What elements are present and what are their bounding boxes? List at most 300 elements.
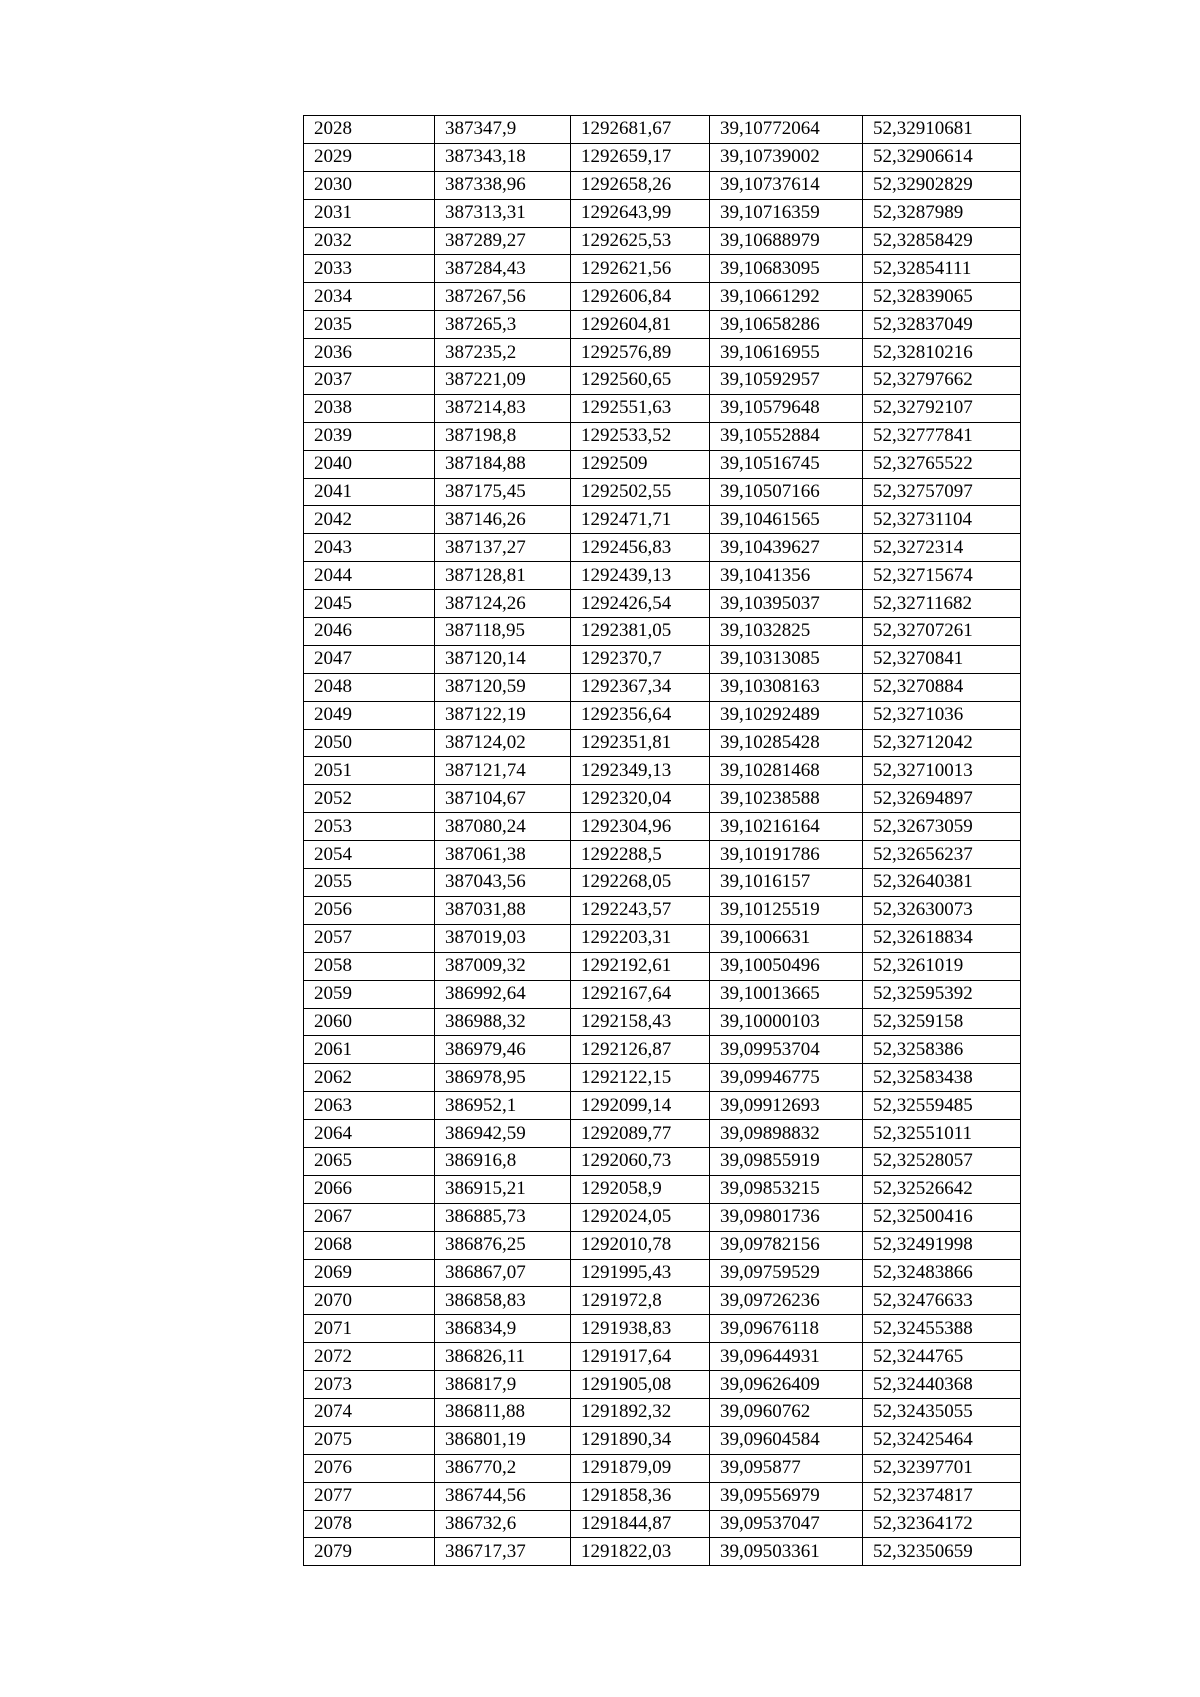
latitude-cell: 52,32858429 [863,227,1021,255]
longitude-cell: 39,10616955 [710,339,863,367]
longitude-cell: 39,1006631 [710,924,863,952]
x-coordinate-cell: 387122,19 [435,701,571,729]
point-number-cell: 2047 [304,645,435,673]
y-coordinate-cell: 1292471,71 [571,506,710,534]
x-coordinate-cell: 387343,18 [435,143,571,171]
point-number-cell: 2054 [304,841,435,869]
longitude-cell: 39,10191786 [710,841,863,869]
x-coordinate-cell: 386732,6 [435,1510,571,1538]
y-coordinate-cell: 1292621,56 [571,255,710,283]
y-coordinate-cell: 1291844,87 [571,1510,710,1538]
point-number-cell: 2061 [304,1036,435,1064]
x-coordinate-cell: 386885,73 [435,1203,571,1231]
point-number-cell: 2064 [304,1120,435,1148]
point-number-cell: 2049 [304,701,435,729]
x-coordinate-cell: 386826,11 [435,1343,571,1371]
point-number-cell: 2065 [304,1147,435,1175]
x-coordinate-cell: 386952,1 [435,1092,571,1120]
point-number-cell: 2038 [304,394,435,422]
latitude-cell: 52,3261019 [863,952,1021,980]
latitude-cell: 52,3270841 [863,645,1021,673]
x-coordinate-cell: 387265,3 [435,311,571,339]
x-coordinate-cell: 387120,59 [435,673,571,701]
longitude-cell: 39,10285428 [710,729,863,757]
latitude-cell: 52,32712042 [863,729,1021,757]
point-number-cell: 2067 [304,1203,435,1231]
y-coordinate-cell: 1291917,64 [571,1343,710,1371]
table-row [304,618,1021,646]
latitude-cell: 52,32757097 [863,478,1021,506]
y-coordinate-cell: 1292551,63 [571,394,710,422]
x-coordinate-cell: 386811,88 [435,1398,571,1426]
latitude-cell: 52,32500416 [863,1203,1021,1231]
x-coordinate-cell: 387289,27 [435,227,571,255]
y-coordinate-cell: 1292560,65 [571,367,710,395]
longitude-cell: 39,09626409 [710,1371,863,1399]
y-coordinate-cell: 1292320,04 [571,785,710,813]
longitude-cell: 39,09726236 [710,1287,863,1315]
x-coordinate-cell: 387080,24 [435,813,571,841]
longitude-cell: 39,10507166 [710,478,863,506]
table-row [304,1315,1021,1343]
longitude-cell: 39,09801736 [710,1203,863,1231]
y-coordinate-cell: 1292126,87 [571,1036,710,1064]
longitude-cell: 39,10661292 [710,283,863,311]
y-coordinate-cell: 1291972,8 [571,1287,710,1315]
latitude-cell: 52,32583438 [863,1064,1021,1092]
table-row [304,673,1021,701]
point-number-cell: 2078 [304,1510,435,1538]
point-number-cell: 2031 [304,199,435,227]
x-coordinate-cell: 387284,43 [435,255,571,283]
latitude-cell: 52,32630073 [863,896,1021,924]
point-number-cell: 2052 [304,785,435,813]
table-row [304,116,1021,144]
y-coordinate-cell: 1292533,52 [571,422,710,450]
table-row [304,1036,1021,1064]
point-number-cell: 2051 [304,757,435,785]
y-coordinate-cell: 1292349,13 [571,757,710,785]
table-row [304,1343,1021,1371]
latitude-cell: 52,32397701 [863,1454,1021,1482]
x-coordinate-cell: 387338,96 [435,171,571,199]
latitude-cell: 52,32839065 [863,283,1021,311]
table-row [304,1398,1021,1426]
latitude-cell: 52,32435055 [863,1398,1021,1426]
latitude-cell: 52,3271036 [863,701,1021,729]
latitude-cell: 52,32350659 [863,1538,1021,1566]
y-coordinate-cell: 1291858,36 [571,1482,710,1510]
y-coordinate-cell: 1292010,78 [571,1231,710,1259]
y-coordinate-cell: 1292367,34 [571,673,710,701]
table-row [304,227,1021,255]
latitude-cell: 52,32440368 [863,1371,1021,1399]
x-coordinate-cell: 386979,46 [435,1036,571,1064]
table-row [304,171,1021,199]
table-row [304,1064,1021,1092]
x-coordinate-cell: 386988,32 [435,1008,571,1036]
point-number-cell: 2069 [304,1259,435,1287]
y-coordinate-cell: 1292643,99 [571,199,710,227]
y-coordinate-cell: 1292058,9 [571,1175,710,1203]
point-number-cell: 2062 [304,1064,435,1092]
longitude-cell: 39,10395037 [710,590,863,618]
point-number-cell: 2056 [304,896,435,924]
longitude-cell: 39,10552884 [710,422,863,450]
table-row [304,952,1021,980]
y-coordinate-cell: 1292509 [571,450,710,478]
latitude-cell: 52,32425464 [863,1426,1021,1454]
y-coordinate-cell: 1292203,31 [571,924,710,952]
latitude-cell: 52,32854111 [863,255,1021,283]
table-row [304,1147,1021,1175]
x-coordinate-cell: 387137,27 [435,534,571,562]
point-number-cell: 2033 [304,255,435,283]
point-number-cell: 2032 [304,227,435,255]
longitude-cell: 39,09759529 [710,1259,863,1287]
x-coordinate-cell: 387313,31 [435,199,571,227]
point-number-cell: 2076 [304,1454,435,1482]
x-coordinate-cell: 386834,9 [435,1315,571,1343]
y-coordinate-cell: 1292456,83 [571,534,710,562]
y-coordinate-cell: 1292576,89 [571,339,710,367]
longitude-cell: 39,09946775 [710,1064,863,1092]
table-row [304,478,1021,506]
y-coordinate-cell: 1291890,34 [571,1426,710,1454]
longitude-cell: 39,10683095 [710,255,863,283]
longitude-cell: 39,10050496 [710,952,863,980]
table-row [304,980,1021,1008]
longitude-cell: 39,10281468 [710,757,863,785]
point-number-cell: 2048 [304,673,435,701]
y-coordinate-cell: 1292122,15 [571,1064,710,1092]
y-coordinate-cell: 1292681,67 [571,116,710,144]
y-coordinate-cell: 1292604,81 [571,311,710,339]
latitude-cell: 52,32707261 [863,618,1021,646]
longitude-cell: 39,10000103 [710,1008,863,1036]
point-number-cell: 2043 [304,534,435,562]
x-coordinate-cell: 386978,95 [435,1064,571,1092]
longitude-cell: 39,10737614 [710,171,863,199]
table-row [304,785,1021,813]
latitude-cell: 52,32364172 [863,1510,1021,1538]
y-coordinate-cell: 1292060,73 [571,1147,710,1175]
longitude-cell: 39,1041356 [710,562,863,590]
y-coordinate-cell: 1292370,7 [571,645,710,673]
latitude-cell: 52,3272314 [863,534,1021,562]
longitude-cell: 39,09855919 [710,1147,863,1175]
latitude-cell: 52,32837049 [863,311,1021,339]
x-coordinate-cell: 386770,2 [435,1454,571,1482]
y-coordinate-cell: 1292351,81 [571,729,710,757]
latitude-cell: 52,32491998 [863,1231,1021,1259]
x-coordinate-cell: 387104,67 [435,785,571,813]
y-coordinate-cell: 1292167,64 [571,980,710,1008]
longitude-cell: 39,10439627 [710,534,863,562]
x-coordinate-cell: 387347,9 [435,116,571,144]
latitude-cell: 52,32656237 [863,841,1021,869]
y-coordinate-cell: 1291879,09 [571,1454,710,1482]
y-coordinate-cell: 1291938,83 [571,1315,710,1343]
table-row [304,729,1021,757]
x-coordinate-cell: 386817,9 [435,1371,571,1399]
point-number-cell: 2063 [304,1092,435,1120]
x-coordinate-cell: 387118,95 [435,618,571,646]
y-coordinate-cell: 1291822,03 [571,1538,710,1566]
table-row [304,813,1021,841]
table-row [304,1259,1021,1287]
x-coordinate-cell: 387061,38 [435,841,571,869]
x-coordinate-cell: 387214,83 [435,394,571,422]
coordinates-table [303,115,1021,1566]
longitude-cell: 39,09503361 [710,1538,863,1566]
point-number-cell: 2079 [304,1538,435,1566]
x-coordinate-cell: 387146,26 [435,506,571,534]
table-row [304,1120,1021,1148]
point-number-cell: 2055 [304,869,435,897]
longitude-cell: 39,095877 [710,1454,863,1482]
table-row [304,896,1021,924]
table-row [304,1231,1021,1259]
point-number-cell: 2053 [304,813,435,841]
x-coordinate-cell: 386916,8 [435,1147,571,1175]
latitude-cell: 52,32673059 [863,813,1021,841]
table-row [304,701,1021,729]
longitude-cell: 39,10772064 [710,116,863,144]
x-coordinate-cell: 387120,14 [435,645,571,673]
table-row [304,924,1021,952]
longitude-cell: 39,09537047 [710,1510,863,1538]
point-number-cell: 2037 [304,367,435,395]
y-coordinate-cell: 1292502,55 [571,478,710,506]
longitude-cell: 39,09676118 [710,1315,863,1343]
x-coordinate-cell: 386992,64 [435,980,571,1008]
longitude-cell: 39,10716359 [710,199,863,227]
latitude-cell: 52,32476633 [863,1287,1021,1315]
longitude-cell: 39,10461565 [710,506,863,534]
latitude-cell: 52,32455388 [863,1315,1021,1343]
point-number-cell: 2034 [304,283,435,311]
latitude-cell: 52,32528057 [863,1147,1021,1175]
longitude-cell: 39,09644931 [710,1343,863,1371]
point-number-cell: 2074 [304,1398,435,1426]
x-coordinate-cell: 387198,8 [435,422,571,450]
latitude-cell: 52,3258386 [863,1036,1021,1064]
y-coordinate-cell: 1292192,61 [571,952,710,980]
y-coordinate-cell: 1292381,05 [571,618,710,646]
y-coordinate-cell: 1292243,57 [571,896,710,924]
table-row [304,506,1021,534]
longitude-cell: 39,1016157 [710,869,863,897]
x-coordinate-cell: 386876,25 [435,1231,571,1259]
point-number-cell: 2072 [304,1343,435,1371]
table-row [304,394,1021,422]
latitude-cell: 52,32551011 [863,1120,1021,1148]
point-number-cell: 2057 [304,924,435,952]
latitude-cell: 52,32792107 [863,394,1021,422]
point-number-cell: 2077 [304,1482,435,1510]
longitude-cell: 39,09782156 [710,1231,863,1259]
latitude-cell: 52,32902829 [863,171,1021,199]
latitude-cell: 52,32715674 [863,562,1021,590]
y-coordinate-cell: 1292099,14 [571,1092,710,1120]
point-number-cell: 2028 [304,116,435,144]
point-number-cell: 2066 [304,1175,435,1203]
y-coordinate-cell: 1292089,77 [571,1120,710,1148]
point-number-cell: 2036 [304,339,435,367]
longitude-cell: 39,09912693 [710,1092,863,1120]
table-row [304,590,1021,618]
x-coordinate-cell: 387175,45 [435,478,571,506]
point-number-cell: 2058 [304,952,435,980]
point-number-cell: 2029 [304,143,435,171]
point-number-cell: 2075 [304,1426,435,1454]
table-row [304,1008,1021,1036]
x-coordinate-cell: 387031,88 [435,896,571,924]
longitude-cell: 39,1032825 [710,618,863,646]
latitude-cell: 52,32526642 [863,1175,1021,1203]
longitude-cell: 39,10292489 [710,701,863,729]
y-coordinate-cell: 1292158,43 [571,1008,710,1036]
table-row [304,422,1021,450]
table-row [304,1426,1021,1454]
y-coordinate-cell: 1292268,05 [571,869,710,897]
longitude-cell: 39,10688979 [710,227,863,255]
table-row [304,1371,1021,1399]
longitude-cell: 39,09556979 [710,1482,863,1510]
x-coordinate-cell: 387009,32 [435,952,571,980]
point-number-cell: 2042 [304,506,435,534]
table-row [304,450,1021,478]
latitude-cell: 52,3259158 [863,1008,1021,1036]
longitude-cell: 39,10313085 [710,645,863,673]
table-row [304,534,1021,562]
x-coordinate-cell: 387019,03 [435,924,571,952]
table-row [304,869,1021,897]
x-coordinate-cell: 386915,21 [435,1175,571,1203]
latitude-cell: 52,32374817 [863,1482,1021,1510]
latitude-cell: 52,32777841 [863,422,1021,450]
latitude-cell: 52,3287989 [863,199,1021,227]
y-coordinate-cell: 1292659,17 [571,143,710,171]
point-number-cell: 2035 [304,311,435,339]
latitude-cell: 52,32810216 [863,339,1021,367]
latitude-cell: 52,32906614 [863,143,1021,171]
y-coordinate-cell: 1292625,53 [571,227,710,255]
y-coordinate-cell: 1292356,64 [571,701,710,729]
latitude-cell: 52,32694897 [863,785,1021,813]
table-row [304,255,1021,283]
latitude-cell: 52,32595392 [863,980,1021,1008]
x-coordinate-cell: 386867,07 [435,1259,571,1287]
table-row [304,143,1021,171]
x-coordinate-cell: 386942,59 [435,1120,571,1148]
table-row [304,562,1021,590]
x-coordinate-cell: 386801,19 [435,1426,571,1454]
table-row [304,1092,1021,1120]
latitude-cell: 52,32710013 [863,757,1021,785]
point-number-cell: 2060 [304,1008,435,1036]
longitude-cell: 39,10592957 [710,367,863,395]
table-row [304,199,1021,227]
point-number-cell: 2050 [304,729,435,757]
latitude-cell: 52,32483866 [863,1259,1021,1287]
y-coordinate-cell: 1291905,08 [571,1371,710,1399]
longitude-cell: 39,10013665 [710,980,863,1008]
y-coordinate-cell: 1292024,05 [571,1203,710,1231]
point-number-cell: 2030 [304,171,435,199]
longitude-cell: 39,10658286 [710,311,863,339]
y-coordinate-cell: 1291995,43 [571,1259,710,1287]
longitude-cell: 39,10238588 [710,785,863,813]
longitude-cell: 39,10125519 [710,896,863,924]
table-row [304,283,1021,311]
point-number-cell: 2040 [304,450,435,478]
latitude-cell: 52,32618834 [863,924,1021,952]
latitude-cell: 52,32640381 [863,869,1021,897]
table-row [304,645,1021,673]
point-number-cell: 2073 [304,1371,435,1399]
table-row [304,841,1021,869]
point-number-cell: 2046 [304,618,435,646]
latitude-cell: 52,32910681 [863,116,1021,144]
latitude-cell: 52,32765522 [863,450,1021,478]
table-row [304,1538,1021,1566]
latitude-cell: 52,32711682 [863,590,1021,618]
longitude-cell: 39,0960762 [710,1398,863,1426]
x-coordinate-cell: 387128,81 [435,562,571,590]
latitude-cell: 52,3270884 [863,673,1021,701]
table-row [304,1454,1021,1482]
x-coordinate-cell: 387121,74 [435,757,571,785]
table-row [304,339,1021,367]
table-row [304,1510,1021,1538]
point-number-cell: 2041 [304,478,435,506]
latitude-cell: 52,32797662 [863,367,1021,395]
latitude-cell: 52,32559485 [863,1092,1021,1120]
table-row [304,1287,1021,1315]
x-coordinate-cell: 386858,83 [435,1287,571,1315]
point-number-cell: 2059 [304,980,435,1008]
point-number-cell: 2068 [304,1231,435,1259]
longitude-cell: 39,10308163 [710,673,863,701]
latitude-cell: 52,32731104 [863,506,1021,534]
y-coordinate-cell: 1292439,13 [571,562,710,590]
longitude-cell: 39,10579648 [710,394,863,422]
x-coordinate-cell: 387221,09 [435,367,571,395]
longitude-cell: 39,09853215 [710,1175,863,1203]
x-coordinate-cell: 387043,56 [435,869,571,897]
y-coordinate-cell: 1292288,5 [571,841,710,869]
x-coordinate-cell: 387124,02 [435,729,571,757]
x-coordinate-cell: 387124,26 [435,590,571,618]
x-coordinate-cell: 387235,2 [435,339,571,367]
point-number-cell: 2045 [304,590,435,618]
point-number-cell: 2070 [304,1287,435,1315]
longitude-cell: 39,10216164 [710,813,863,841]
y-coordinate-cell: 1292304,96 [571,813,710,841]
point-number-cell: 2044 [304,562,435,590]
longitude-cell: 39,09898832 [710,1120,863,1148]
point-number-cell: 2039 [304,422,435,450]
longitude-cell: 39,10516745 [710,450,863,478]
x-coordinate-cell: 386717,37 [435,1538,571,1566]
coordinates-table-body [304,116,1021,1566]
longitude-cell: 39,10739002 [710,143,863,171]
x-coordinate-cell: 387267,56 [435,283,571,311]
y-coordinate-cell: 1291892,32 [571,1398,710,1426]
table-row [304,1203,1021,1231]
